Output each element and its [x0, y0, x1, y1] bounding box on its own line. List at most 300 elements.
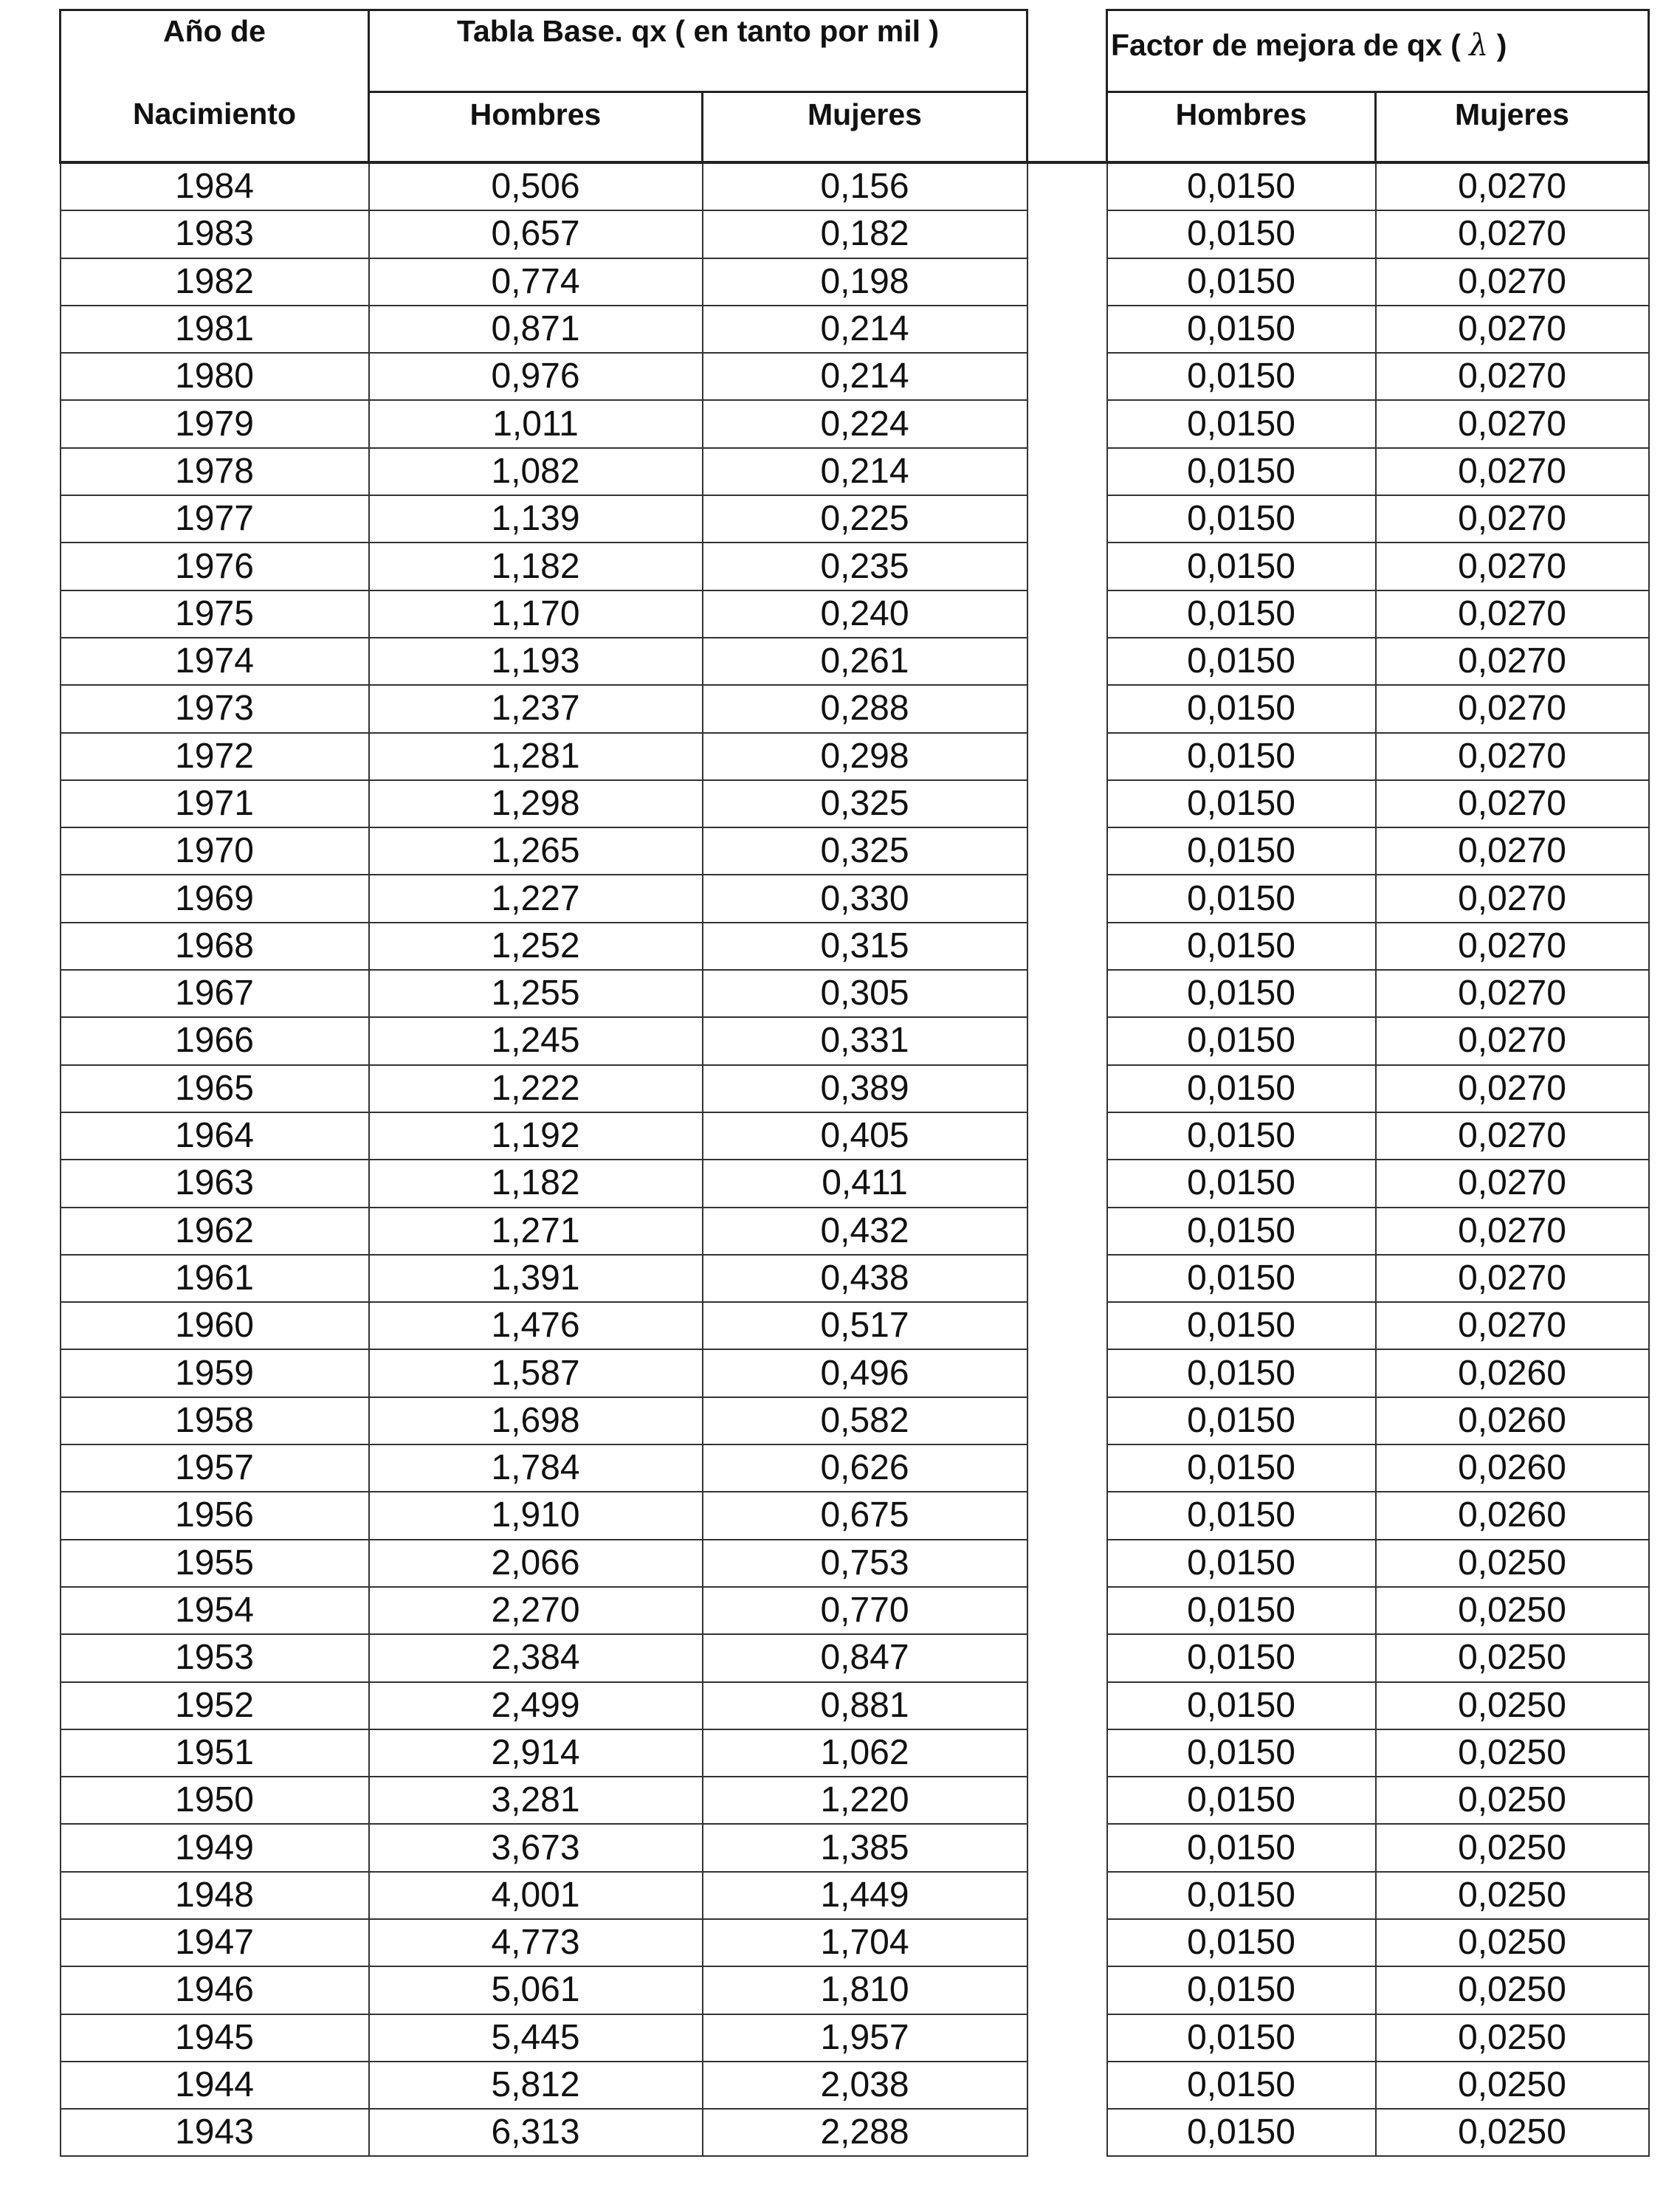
base-women-cell: 0,305: [703, 970, 1027, 1017]
base-women-cell: 0,156: [703, 162, 1027, 210]
year-cell: 1954: [61, 1587, 369, 1634]
base-women-cell: 0,261: [703, 638, 1027, 685]
table-row: [61, 1872, 1649, 1919]
year-cell: 1970: [61, 827, 369, 875]
base-men-cell: 4,001: [369, 1872, 703, 1919]
table-row: [61, 353, 1649, 400]
factor-women-cell: 0,0250: [1376, 1777, 1649, 1824]
factor-women-cell: 0,0270: [1376, 400, 1649, 447]
factor-women-cell: 0,0250: [1376, 1587, 1649, 1634]
table-row: [61, 2014, 1649, 2062]
base-men-cell: 1,910: [369, 1492, 703, 1539]
table-row: [61, 1682, 1649, 1729]
base-men-cell: 1,011: [369, 400, 703, 447]
base-women-cell: 0,315: [703, 923, 1027, 970]
base-men-cell: 1,784: [369, 1444, 703, 1492]
year-cell: 1980: [61, 353, 369, 400]
factor-women-cell: 0,0250: [1376, 1824, 1649, 1871]
base-women-cell: 0,626: [703, 1444, 1027, 1492]
year-cell: 1961: [61, 1255, 369, 1302]
factor-men-cell: 0,0150: [1107, 1397, 1376, 1444]
table-row: [61, 875, 1649, 922]
factor-women-cell: 0,0270: [1376, 306, 1649, 353]
factor-men-cell: 0,0150: [1107, 638, 1376, 685]
factor-men-cell: 0,0150: [1107, 1349, 1376, 1397]
factor-women-cell: 0,0270: [1376, 448, 1649, 495]
table-row: [61, 970, 1649, 1017]
spacer-cell: [1027, 495, 1107, 543]
spacer-cell: [1027, 1208, 1107, 1255]
base-men-cell: 1,082: [369, 448, 703, 495]
factor-men-cell: 0,0150: [1107, 1112, 1376, 1160]
header-improvement-factor: [1107, 10, 1649, 92]
base-men-cell: 1,391: [369, 1255, 703, 1302]
base-women-cell: 0,432: [703, 1208, 1027, 1255]
spacer-cell: [1027, 1112, 1107, 1160]
spacer-cell: [1027, 638, 1107, 685]
factor-women-cell: 0,0270: [1376, 1017, 1649, 1064]
base-men-cell: 1,170: [369, 590, 703, 638]
spacer-cell: [1027, 1682, 1107, 1729]
base-men-cell: 2,066: [369, 1540, 703, 1587]
year-cell: 1977: [61, 495, 369, 543]
year-cell: 1951: [61, 1729, 369, 1777]
factor-women-cell: 0,0270: [1376, 258, 1649, 306]
factor-women-cell: 0,0250: [1376, 1872, 1649, 1919]
factor-men-cell: 0,0150: [1107, 875, 1376, 922]
factor-men-cell: 0,0150: [1107, 1255, 1376, 1302]
factor-women-cell: 0,0250: [1376, 1919, 1649, 1966]
year-cell: 1953: [61, 1634, 369, 1681]
spacer-cell: [1027, 1397, 1107, 1444]
base-women-cell: 1,449: [703, 1872, 1027, 1919]
factor-men-cell: 0,0150: [1107, 1729, 1376, 1777]
base-men-cell: 5,061: [369, 1966, 703, 2014]
spacer-cell: [1027, 1444, 1107, 1492]
factor-women-cell: 0,0270: [1376, 923, 1649, 970]
base-men-cell: 6,313: [369, 2109, 703, 2156]
spacer-cell: [1027, 685, 1107, 732]
base-women-cell: 0,225: [703, 495, 1027, 543]
spacer-cell: [1027, 1824, 1107, 1871]
factor-men-cell: 0,0150: [1107, 780, 1376, 827]
factor-women-cell: 0,0270: [1376, 543, 1649, 590]
table-row: [61, 400, 1649, 447]
year-cell: 1966: [61, 1017, 369, 1064]
base-women-cell: 0,288: [703, 685, 1027, 732]
year-cell: 1975: [61, 590, 369, 638]
base-men-cell: 1,281: [369, 733, 703, 780]
factor-men-cell: 0,0150: [1107, 1302, 1376, 1349]
factor-women-cell: 0,0250: [1376, 1729, 1649, 1777]
year-cell: 1949: [61, 1824, 369, 1871]
base-men-cell: 1,255: [369, 970, 703, 1017]
year-cell: 1943: [61, 2109, 369, 2156]
factor-men-cell: 0,0150: [1107, 258, 1376, 306]
base-women-cell: 0,182: [703, 210, 1027, 258]
factor-men-cell: 0,0150: [1107, 1872, 1376, 1919]
table-row: [61, 1729, 1649, 1777]
header-base-table: Tabla Base. qx ( en tanto por mil ): [369, 10, 1027, 92]
factor-women-cell: 0,0270: [1376, 638, 1649, 685]
base-men-cell: 0,774: [369, 258, 703, 306]
base-men-cell: 3,673: [369, 1824, 703, 1871]
factor-women-cell: 0,0270: [1376, 780, 1649, 827]
base-men-cell: 2,384: [369, 1634, 703, 1681]
base-women-cell: 2,288: [703, 2109, 1027, 2156]
spacer-cell: [1027, 1872, 1107, 1919]
header-base-women: Mujeres: [703, 92, 1027, 163]
table-row: [61, 590, 1649, 638]
table-row: [61, 1540, 1649, 1587]
factor-women-cell: 0,0270: [1376, 495, 1649, 543]
spacer-cell: [1027, 780, 1107, 827]
table-row: [61, 448, 1649, 495]
year-cell: 1983: [61, 210, 369, 258]
factor-women-cell: 0,0270: [1376, 1255, 1649, 1302]
factor-men-cell: 0,0150: [1107, 1017, 1376, 1064]
table-row: [61, 1777, 1649, 1824]
base-men-cell: 2,914: [369, 1729, 703, 1777]
base-men-cell: 5,812: [369, 2062, 703, 2109]
year-cell: 1958: [61, 1397, 369, 1444]
factor-men-cell: 0,0150: [1107, 970, 1376, 1017]
factor-title-suffix: ): [1496, 28, 1507, 62]
base-men-cell: 1,192: [369, 1112, 703, 1160]
header-year-line2: Nacimiento: [61, 92, 369, 163]
year-cell: 1948: [61, 1872, 369, 1919]
factor-men-cell: 0,0150: [1107, 1160, 1376, 1207]
factor-women-cell: 0,0250: [1376, 2109, 1649, 2156]
factor-men-cell: 0,0150: [1107, 2062, 1376, 2109]
spacer-cell: [1027, 1540, 1107, 1587]
base-women-cell: 1,704: [703, 1919, 1027, 1966]
table-row: [61, 638, 1649, 685]
factor-women-cell: 0,0270: [1376, 162, 1649, 210]
base-women-cell: 1,062: [703, 1729, 1027, 1777]
factor-men-cell: 0,0150: [1107, 495, 1376, 543]
year-cell: 1946: [61, 1966, 369, 2014]
year-cell: 1974: [61, 638, 369, 685]
base-women-cell: 0,224: [703, 400, 1027, 447]
base-men-cell: 1,182: [369, 543, 703, 590]
factor-women-cell: 0,0270: [1376, 1208, 1649, 1255]
year-cell: 1947: [61, 1919, 369, 1966]
base-women-cell: 0,517: [703, 1302, 1027, 1349]
base-men-cell: 1,237: [369, 685, 703, 732]
spacer-cell: [1027, 970, 1107, 1017]
factor-women-cell: 0,0270: [1376, 1112, 1649, 1160]
table-row: [61, 1017, 1649, 1064]
base-men-cell: 3,281: [369, 1777, 703, 1824]
spacer-cell: [1027, 1587, 1107, 1634]
base-women-cell: 0,753: [703, 1540, 1027, 1587]
year-cell: 1984: [61, 162, 369, 210]
table-row: [61, 1349, 1649, 1397]
year-cell: 1971: [61, 780, 369, 827]
factor-women-cell: 0,0270: [1376, 210, 1649, 258]
factor-men-cell: 0,0150: [1107, 733, 1376, 780]
factor-men-cell: 0,0150: [1107, 1682, 1376, 1729]
year-cell: 1950: [61, 1777, 369, 1824]
spacer-cell: [1027, 1492, 1107, 1539]
base-women-cell: 2,038: [703, 2062, 1027, 2109]
year-cell: 1944: [61, 2062, 369, 2109]
factor-men-cell: 0,0150: [1107, 1444, 1376, 1492]
spacer-cell: [1027, 400, 1107, 447]
spacer-cell: [1027, 733, 1107, 780]
base-men-cell: 1,227: [369, 875, 703, 922]
base-men-cell: 1,245: [369, 1017, 703, 1064]
header-factor-women: Mujeres: [1376, 92, 1649, 163]
base-men-cell: 1,182: [369, 1160, 703, 1207]
year-cell: 1976: [61, 543, 369, 590]
factor-men-cell: 0,0150: [1107, 162, 1376, 210]
base-women-cell: 0,214: [703, 448, 1027, 495]
factor-women-cell: 0,0260: [1376, 1349, 1649, 1397]
spacer-cell: [1027, 306, 1107, 353]
year-cell: 1963: [61, 1160, 369, 1207]
base-women-cell: 0,325: [703, 827, 1027, 875]
spacer-cell: [1027, 1966, 1107, 2014]
factor-women-cell: 0,0250: [1376, 1682, 1649, 1729]
factor-men-cell: 0,0150: [1107, 1634, 1376, 1681]
base-women-cell: 0,198: [703, 258, 1027, 306]
base-women-cell: 0,438: [703, 1255, 1027, 1302]
table-row: [61, 827, 1649, 875]
year-cell: 1981: [61, 306, 369, 353]
year-cell: 1967: [61, 970, 369, 1017]
spacer-cell: [1027, 210, 1107, 258]
factor-women-cell: 0,0270: [1376, 827, 1649, 875]
base-women-cell: 0,240: [703, 590, 1027, 638]
year-cell: 1955: [61, 1540, 369, 1587]
table-row: [61, 258, 1649, 306]
base-women-cell: 0,298: [703, 733, 1027, 780]
factor-men-cell: 0,0150: [1107, 1587, 1376, 1634]
table-row: [61, 1397, 1649, 1444]
factor-men-cell: 0,0150: [1107, 923, 1376, 970]
base-men-cell: 1,271: [369, 1208, 703, 1255]
factor-men-cell: 0,0150: [1107, 1824, 1376, 1871]
factor-men-cell: 0,0150: [1107, 1065, 1376, 1112]
year-cell: 1972: [61, 733, 369, 780]
table-row: [61, 1824, 1649, 1871]
spacer-cell: [1027, 1255, 1107, 1302]
table-row: [61, 2109, 1649, 2156]
table-row: [61, 733, 1649, 780]
spacer-cell: [1027, 1017, 1107, 1064]
factor-women-cell: 0,0260: [1376, 1397, 1649, 1444]
year-cell: 1973: [61, 685, 369, 732]
spacer-cell: [1027, 2109, 1107, 2156]
base-men-cell: 5,445: [369, 2014, 703, 2062]
factor-men-cell: 0,0150: [1107, 400, 1376, 447]
header-factor-men: Hombres: [1107, 92, 1376, 163]
factor-men-cell: 0,0150: [1107, 1919, 1376, 1966]
table-row: [61, 1492, 1649, 1539]
table-body: [61, 162, 1649, 2156]
factor-men-cell: 0,0150: [1107, 827, 1376, 875]
year-cell: 1945: [61, 2014, 369, 2062]
base-men-cell: 0,976: [369, 353, 703, 400]
spacer-cell: [1027, 2062, 1107, 2109]
factor-women-cell: 0,0260: [1376, 1444, 1649, 1492]
base-men-cell: 1,298: [369, 780, 703, 827]
table-row: [61, 306, 1649, 353]
factor-women-cell: 0,0250: [1376, 1540, 1649, 1587]
spacer-cell: [1027, 1919, 1107, 1966]
base-men-cell: 1,265: [369, 827, 703, 875]
year-cell: 1959: [61, 1349, 369, 1397]
spacer-cell: [1027, 2014, 1107, 2062]
year-cell: 1957: [61, 1444, 369, 1492]
base-men-cell: 1,139: [369, 495, 703, 543]
factor-women-cell: 0,0250: [1376, 1966, 1649, 2014]
factor-men-cell: 0,0150: [1107, 1492, 1376, 1539]
factor-women-cell: 0,0250: [1376, 2062, 1649, 2109]
spacer-cell: [1027, 258, 1107, 306]
base-women-cell: 0,235: [703, 543, 1027, 590]
header-year-line1: Año de: [61, 10, 369, 92]
table-row: [61, 1966, 1649, 2014]
factor-women-cell: 0,0270: [1376, 733, 1649, 780]
base-men-cell: 1,222: [369, 1065, 703, 1112]
base-women-cell: 0,770: [703, 1587, 1027, 1634]
base-women-cell: 0,496: [703, 1349, 1027, 1397]
base-women-cell: 0,330: [703, 875, 1027, 922]
spacer-cell: [1027, 353, 1107, 400]
table-row: [61, 1208, 1649, 1255]
table-row: [61, 780, 1649, 827]
factor-women-cell: 0,0270: [1376, 1160, 1649, 1207]
base-men-cell: 2,499: [369, 1682, 703, 1729]
factor-women-cell: 0,0270: [1376, 590, 1649, 638]
table-row: [61, 1112, 1649, 1160]
base-men-cell: 1,698: [369, 1397, 703, 1444]
table-row: [61, 1444, 1649, 1492]
factor-women-cell: 0,0270: [1376, 1065, 1649, 1112]
table-row: [61, 685, 1649, 732]
spacer-cell: [1027, 543, 1107, 590]
factor-women-cell: 0,0270: [1376, 875, 1649, 922]
year-cell: 1982: [61, 258, 369, 306]
table-header: [61, 10, 1649, 163]
factor-women-cell: 0,0250: [1376, 2014, 1649, 2062]
base-women-cell: 1,810: [703, 1966, 1027, 2014]
base-women-cell: 0,881: [703, 1682, 1027, 1729]
base-women-cell: 0,214: [703, 306, 1027, 353]
base-women-cell: 1,385: [703, 1824, 1027, 1871]
spacer-cell: [1027, 590, 1107, 638]
spacer-cell: [1027, 1777, 1107, 1824]
factor-men-cell: 0,0150: [1107, 448, 1376, 495]
factor-men-cell: 0,0150: [1107, 685, 1376, 732]
spacer-cell: [1027, 448, 1107, 495]
year-cell: 1962: [61, 1208, 369, 1255]
factor-men-cell: 0,0150: [1107, 1540, 1376, 1587]
factor-title-prefix: Factor de mejora de qx (: [1111, 28, 1461, 62]
factor-women-cell: 0,0270: [1376, 1302, 1649, 1349]
spacer-cell: [1027, 162, 1107, 210]
factor-men-cell: 0,0150: [1107, 1966, 1376, 2014]
base-women-cell: 0,847: [703, 1634, 1027, 1681]
spacer-cell: [1027, 827, 1107, 875]
spacer-cell: [1027, 1160, 1107, 1207]
table-row: [61, 923, 1649, 970]
year-cell: 1964: [61, 1112, 369, 1160]
table-row: [61, 2062, 1649, 2109]
spacer-cell: [1027, 1065, 1107, 1112]
header-spacer: [1027, 92, 1107, 163]
factor-men-cell: 0,0150: [1107, 306, 1376, 353]
table-row: [61, 1302, 1649, 1349]
factor-women-cell: 0,0250: [1376, 1634, 1649, 1681]
spacer-cell: [1027, 875, 1107, 922]
document-page: [59, 9, 1648, 2157]
table-row: [61, 162, 1649, 210]
factor-men-cell: 0,0150: [1107, 2014, 1376, 2062]
base-men-cell: 4,773: [369, 1919, 703, 1966]
table-row: [61, 1255, 1649, 1302]
year-cell: 1960: [61, 1302, 369, 1349]
factor-men-cell: 0,0150: [1107, 353, 1376, 400]
lambda-symbol: λ: [1469, 27, 1489, 63]
base-men-cell: 0,506: [369, 162, 703, 210]
base-women-cell: 0,405: [703, 1112, 1027, 1160]
spacer-cell: [1027, 1634, 1107, 1681]
factor-women-cell: 0,0270: [1376, 970, 1649, 1017]
factor-men-cell: 0,0150: [1107, 1208, 1376, 1255]
year-cell: 1969: [61, 875, 369, 922]
table-row: [61, 1065, 1649, 1112]
base-women-cell: 0,389: [703, 1065, 1027, 1112]
header-spacer: [1027, 10, 1107, 92]
factor-men-cell: 0,0150: [1107, 590, 1376, 638]
table-row: [61, 1919, 1649, 1966]
base-women-cell: 0,214: [703, 353, 1027, 400]
base-women-cell: 1,220: [703, 1777, 1027, 1824]
table-row: [61, 1587, 1649, 1634]
factor-men-cell: 0,0150: [1107, 1777, 1376, 1824]
base-men-cell: 0,657: [369, 210, 703, 258]
base-men-cell: 1,193: [369, 638, 703, 685]
base-men-cell: 1,587: [369, 1349, 703, 1397]
spacer-cell: [1027, 1349, 1107, 1397]
base-men-cell: 0,871: [369, 306, 703, 353]
table-row: [61, 1634, 1649, 1681]
year-cell: 1978: [61, 448, 369, 495]
base-women-cell: 0,582: [703, 1397, 1027, 1444]
spacer-cell: [1027, 1302, 1107, 1349]
factor-women-cell: 0,0270: [1376, 353, 1649, 400]
spacer-cell: [1027, 1729, 1107, 1777]
table-row: [61, 1160, 1649, 1207]
factor-women-cell: 0,0260: [1376, 1492, 1649, 1539]
mortality-table: [59, 9, 1650, 2157]
year-cell: 1956: [61, 1492, 369, 1539]
base-women-cell: 0,325: [703, 780, 1027, 827]
base-men-cell: 1,252: [369, 923, 703, 970]
factor-women-cell: 0,0270: [1376, 685, 1649, 732]
table-row: [61, 543, 1649, 590]
table-row: [61, 210, 1649, 258]
year-cell: 1968: [61, 923, 369, 970]
base-women-cell: 0,411: [703, 1160, 1027, 1207]
factor-men-cell: 0,0150: [1107, 2109, 1376, 2156]
factor-men-cell: 0,0150: [1107, 210, 1376, 258]
year-cell: 1965: [61, 1065, 369, 1112]
